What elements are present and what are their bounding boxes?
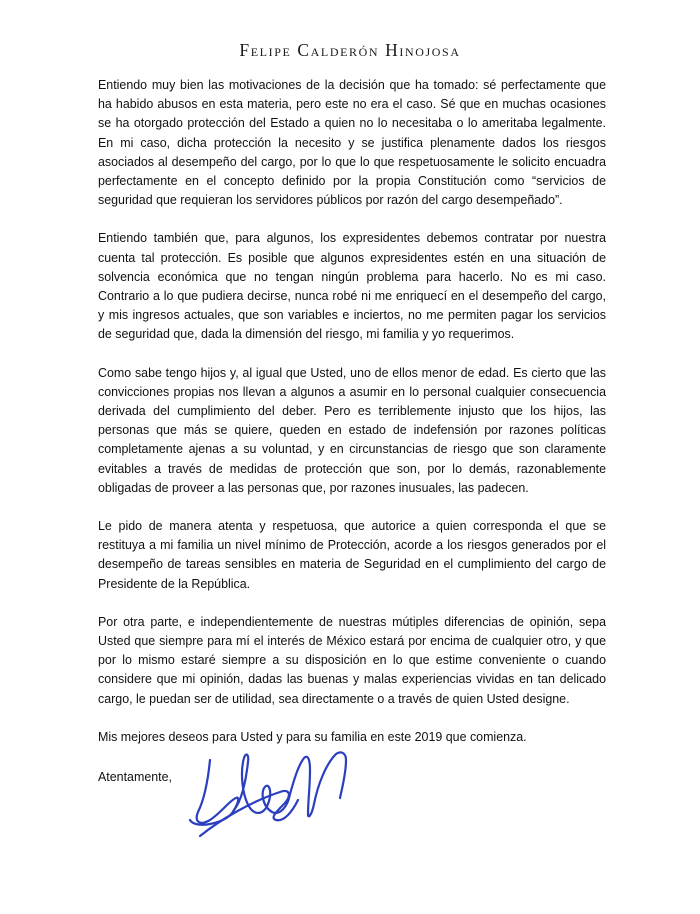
paragraph-1: Entiendo muy bien las motivaciones de la decisión que ha tomado: sé perfectamente que ha habido abusos en esta materia, pero este no era el caso. Sé que en muchas ocasiones se ha otorgado protección del Estado a quien no lo necesitaba o lo ameritaba legalmente. En mi caso, dicha protección la necesito y se justifica plenamente dados los riesgos asociados al desempeño del cargo, por lo que lo que respetuosamente le solicito encuadra perfectamente en el concepto definido por la propia Constitución como “servicios de seguridad que requieran los servidores públicos por razón del cargo desempeñado”. bbox=[98, 78, 606, 208]
letterhead-name: Felipe Calderón Hinojosa bbox=[239, 40, 461, 60]
handwritten-signature bbox=[180, 740, 380, 850]
paragraph-2: Entiendo también que, para algunos, los expresidentes debemos contratar por nuestra cuenta tal protección. Es posible que algunos expresidentes estén en una situación de solvencia económica que no tengan ningún problema para hacerlo. No es mi caso. Contrario a lo que pudiera decirse, nunca robé ni me enriquecí en el desempeño del cargo, y mis ingresos actuales, que son variables e inciertos, no me permiten pagar los servicios de seguridad que, dada la dimensión del riesgo, mi familia y yo requerimos. bbox=[98, 231, 606, 342]
paragraph-3: Como sabe tengo hijos y, al igual que Usted, uno de ellos menor de edad. Es cierto que las convicciones propias nos llevan a algunos a asumir en lo personal cualquier consecuencia derivada del cumplimiento del deber. Pero es terriblemente injusto que los hijos, las personas que más se quiere, queden en estado de indefensión por razones políticas completamente ajenas a su voluntad, y en circunstancias de riesgo que son claramente evitables a través de medidas de protección que son, por lo demás, razonablemente obligadas de proveer a las personas que, por razones inusuales, las padecen. bbox=[98, 365, 606, 495]
paragraph-5: Por otra parte, e independientemente de nuestras mútiples diferencias de opinión, sepa Usted que siempre para mí el interés de México estará por encima de cualquier otro, y que por lo mismo estaré siempre a su disposición en lo que estime conveniente o cuando considere que mi opinión, dadas las buenas y malas experiencias vividas en tan delicado cargo, le puedan ser de utilidad, sea directamente o a través de quien Usted designe. bbox=[98, 614, 606, 706]
paragraph-6: Mis mejores deseos para Usted y para su familia en este 2019 que comienza. bbox=[98, 729, 527, 744]
paragraph-4: Le pido de manera atenta y respetuosa, que autorice a quien corresponda el que se restituya a mi familia un nivel mínimo de Protección, acorde a los riesgos generados por el desempeño de tareas sensibles en materia de Seguridad en el cumplimiento del cargo de Presidente de la República. bbox=[98, 519, 606, 591]
letter-body bbox=[98, 76, 606, 766]
closing-salutation: Atentamente, bbox=[98, 770, 172, 784]
